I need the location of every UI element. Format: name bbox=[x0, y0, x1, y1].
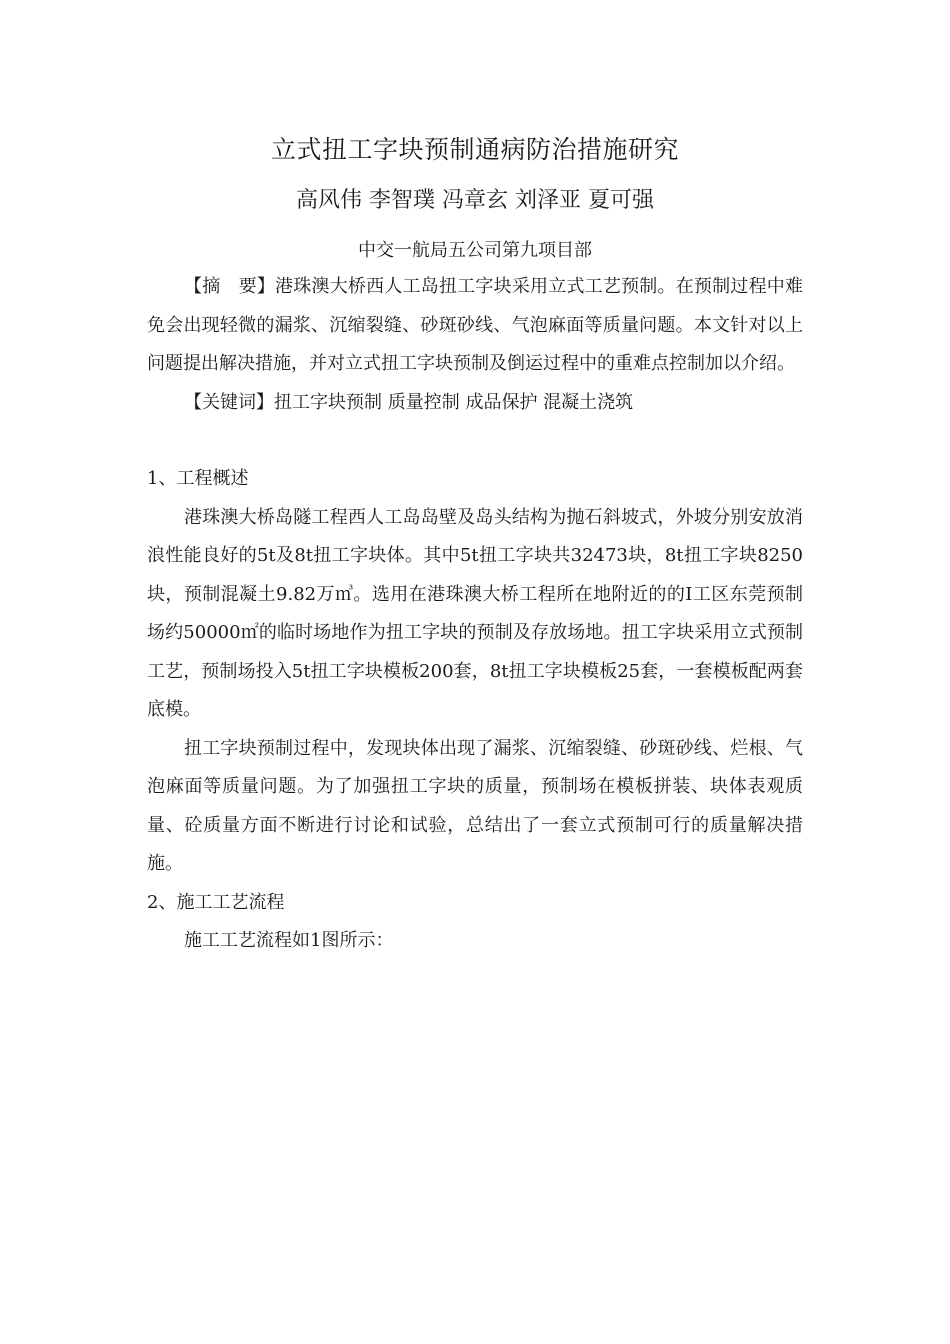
section-spacer bbox=[147, 422, 803, 460]
process-paragraph-1: 施工工艺流程如1图所示： bbox=[184, 930, 394, 951]
section-heading-overview: 1、工程概述 bbox=[147, 468, 249, 489]
paper-title: 立式扭工字块预制通病防治措施研究 bbox=[270, 135, 679, 164]
paper-affiliation: 中交一航局五公司第九项目部 bbox=[358, 240, 592, 261]
overview-paragraph-2: 扭工字块预制过程中，发现块体出现了漏浆、沉缩裂缝、砂斑砂线、烂根、气泡麻面等质量问题。为了加强扭工字块的质量，预制场在模板拼装、块体表观质量、砼质量方面不断进行讨论和试验，总结出了一套立式预制可行的质量解决措施。 bbox=[147, 737, 803, 874]
section-heading-process: 2、施工工艺流程 bbox=[147, 891, 285, 913]
abstract-paragraph: 【摘 要】港珠澳大桥西人工岛扭工字块采用立式工艺预制。在预制过程中难免会出现轻微的漏浆、沉缩裂缝、砂斑砂线、气泡麻面等质量问题。本文针对以上问题提出解决措施，并对立式扭工字块预制及倒运过程中的重难点控制加以介绍。 bbox=[147, 276, 803, 374]
keywords-line: 【关键词】扭工字块预制 质量控制 成品保护 混凝土浇筑 bbox=[184, 391, 634, 413]
paper-authors: 高风伟 李智璞 冯章玄 刘泽亚 夏可强 bbox=[296, 188, 654, 213]
paper-body bbox=[147, 268, 803, 961]
overview-paragraph-1: 港珠澳大桥岛隧工程西人工岛岛壁及岛头结构为抛石斜坡式，外坡分别安放消浪性能良好的5t及8t扭工字块体。其中5t扭工字块共32473块，8t扭工字块8250块，预制混凝土9.82万㎥。选用在港珠澳大桥工程所在地附近的的Ⅰ工区东莞预制场约50000㎡的临时场地作为扭工字块的预制及存放场地。扭工字块采用立式预制工艺，预制场投入5t扭工字块模板200套，8t扭工字块模板25套，一套模板配两套底模。 bbox=[147, 506, 803, 720]
